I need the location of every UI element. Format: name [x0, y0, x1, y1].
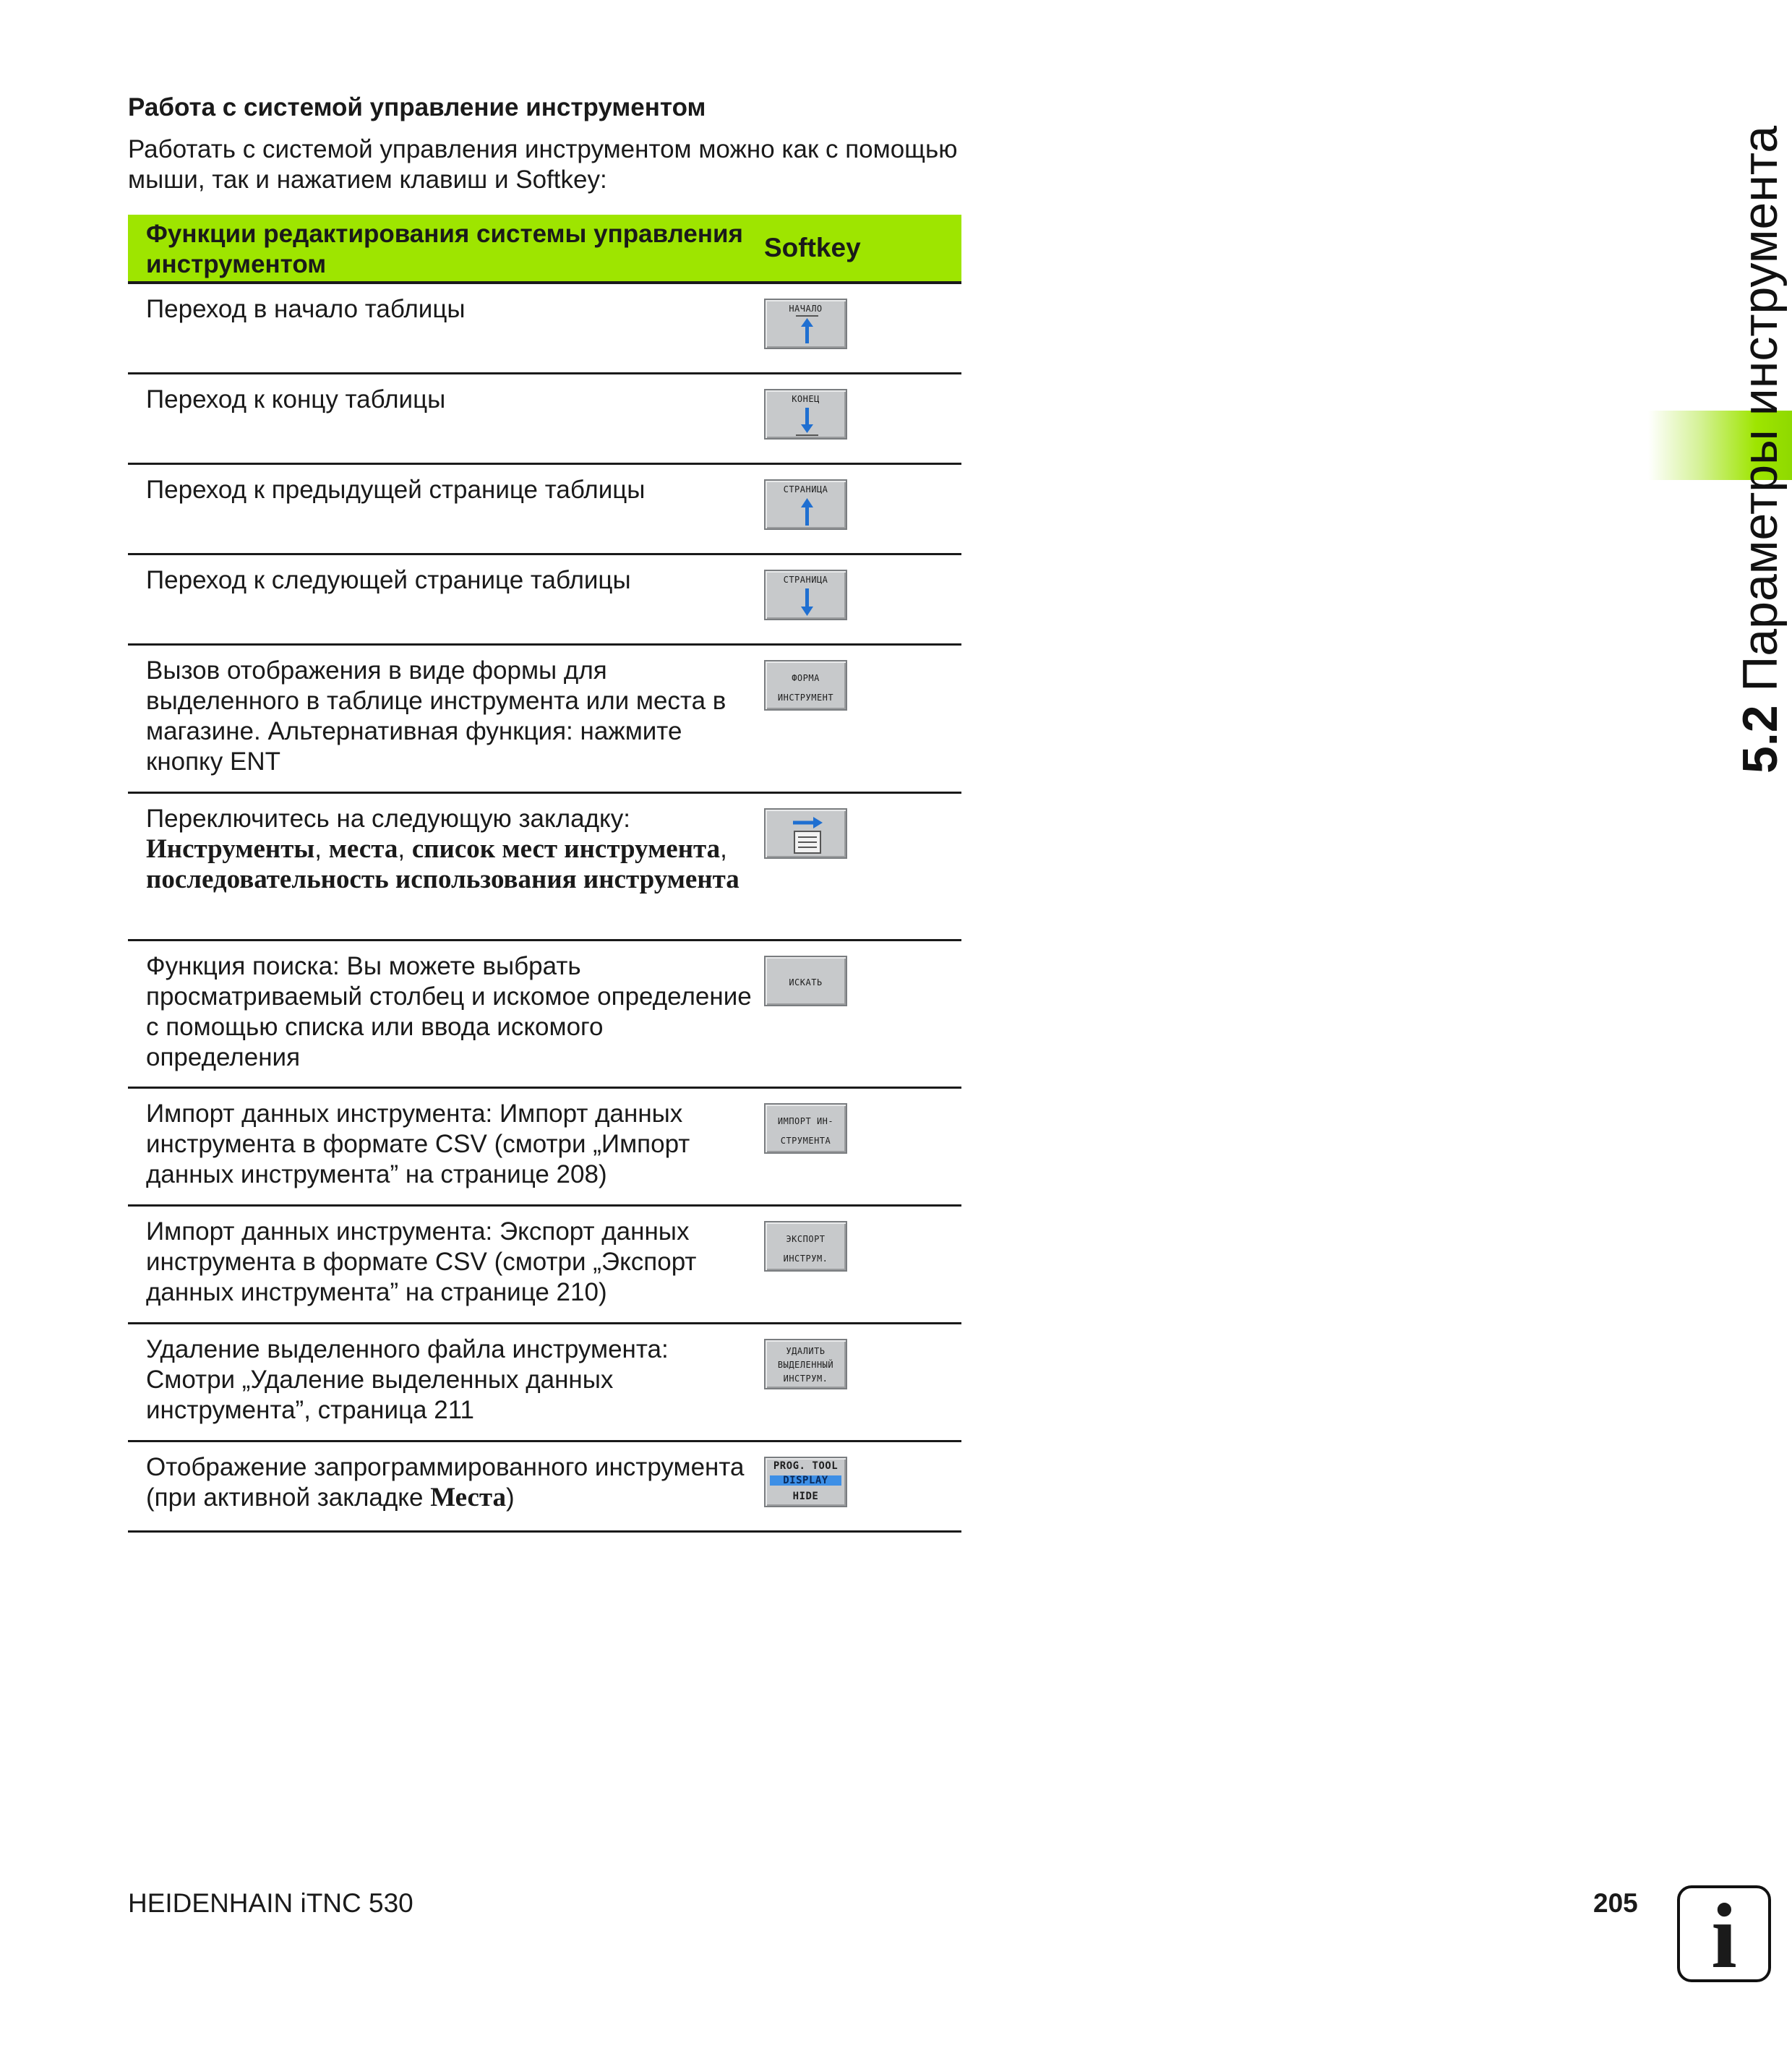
- table-row: [128, 374, 961, 465]
- row-description: Переход к предыдущей странице таблицы: [146, 476, 646, 504]
- softkey-table-end[interactable]: [764, 389, 847, 440]
- softkey-label: PROG. TOOL: [773, 1460, 839, 1472]
- softkey-label: СТРУМЕНТА: [780, 1136, 831, 1146]
- arrow-down-icon: [766, 571, 849, 622]
- softkey-delete-tool[interactable]: [764, 1339, 847, 1389]
- desc-text: ,: [720, 835, 727, 863]
- info-icon: [1677, 1885, 1771, 1987]
- desc-text: ,: [314, 835, 329, 863]
- softkey-label: УДАЛИТЬ: [786, 1346, 826, 1356]
- desc-bold: места: [328, 834, 398, 864]
- softkey-label: ИНСТРУМЕНТ: [777, 693, 834, 703]
- softkey-label: ИНСТРУМ.: [783, 1374, 828, 1384]
- row-description: Переход к следующей странице таблицы: [146, 566, 631, 594]
- functions-table: [128, 215, 961, 1533]
- chapter-number: 5.2: [1733, 705, 1788, 774]
- softkey-label: КОНЕЦ: [792, 394, 820, 404]
- softkey-page-up[interactable]: [764, 479, 847, 530]
- table-row: [128, 941, 961, 1089]
- next-tab-icon: [766, 810, 849, 860]
- softkey-page-down[interactable]: [764, 570, 847, 620]
- row-description: Импорт данных инструмента: Экспорт данных инструмента в формате CSV (смотри „Экспорт данных инструмента” на странице 210): [146, 1217, 697, 1306]
- arrow-up-icon: [766, 481, 849, 531]
- row-description: [146, 804, 753, 895]
- arrow-up-icon: [766, 300, 849, 351]
- desc-bold: Места: [430, 1483, 507, 1512]
- desc-text: ): [506, 1483, 515, 1512]
- softkey-label: ИМПОРТ ИН-: [777, 1116, 834, 1126]
- softkey-label: НАЧАЛО: [789, 304, 823, 314]
- softkey-label: HIDE: [792, 1491, 819, 1502]
- footer-product: HEIDENHAIN iTNC 530: [128, 1888, 413, 1918]
- desc-bold: Инструменты: [146, 834, 315, 864]
- softkey-label: СТРАНИЦА: [783, 575, 828, 585]
- softkey-label: ФОРМА: [792, 673, 820, 683]
- softkey-label: ИНСТРУМ.: [783, 1254, 828, 1264]
- table-row: [128, 1089, 961, 1207]
- softkey-label: ВЫДЕЛЕННЫЙ: [777, 1360, 834, 1370]
- row-description: Вызов отображения в виде формы для выделенного в таблице инструмента или места в магазине. Альтернативная функция: нажмите кнопку ENT: [146, 656, 726, 776]
- softkey-prog-tool-display[interactable]: [764, 1457, 847, 1507]
- softkey-label: ИСКАТЬ: [789, 977, 823, 987]
- row-description: Переход в начало таблицы: [146, 295, 466, 323]
- softkey-tool-form[interactable]: [764, 660, 847, 711]
- desc-bold: список мест инструмента: [411, 834, 721, 864]
- table-row: [128, 555, 961, 646]
- softkey-next-tab[interactable]: [764, 808, 847, 859]
- row-description: Импорт данных инструмента: Импорт данных инструмента в формате CSV (смотри „Импорт данных инструмента” на странице 208): [146, 1100, 690, 1188]
- softkey-table-start[interactable]: [764, 299, 847, 349]
- page-number: 205: [1593, 1888, 1638, 1918]
- chapter-side-title: [1731, 126, 1789, 774]
- table-row: [128, 284, 961, 374]
- row-description: Удаление выделенного файла инструмента: Смотри „Удаление выделенных данных инструмента”, страница 211: [146, 1335, 669, 1424]
- desc-text: ,: [398, 835, 412, 863]
- softkey-export-tool[interactable]: [764, 1221, 847, 1272]
- softkey-import-tool[interactable]: [764, 1103, 847, 1154]
- table-row: [128, 1324, 961, 1442]
- arrow-down-icon: [766, 390, 849, 441]
- table-row: [128, 794, 961, 941]
- chapter-title: Параметры инструмента: [1733, 125, 1788, 692]
- table-row: [128, 465, 961, 555]
- row-description: Функция поиска: Вы можете выбрать просматриваемый столбец и искомое определение с помощью списка или ввода искомого определения: [146, 952, 752, 1071]
- table-row: [128, 646, 961, 794]
- header-functions: Функции редактирования системы управления инструментом: [146, 220, 743, 278]
- desc-text: Отображение запрограммированного инструмента (при активной закладке: [146, 1453, 745, 1512]
- softkey-label: ЭКСПОРТ: [786, 1234, 826, 1244]
- intro-text: Работать с системой управления инструментом можно как с помощью мыши, так и нажатием клавиш и Softkey:: [128, 135, 958, 194]
- row-description: Переход к концу таблицы: [146, 385, 446, 414]
- header-softkey: Softkey: [764, 233, 861, 262]
- softkey-search[interactable]: [764, 956, 847, 1006]
- softkey-label: СТРАНИЦА: [783, 484, 828, 494]
- table-header: [128, 215, 961, 284]
- softkey-label-active: DISPLAY: [770, 1475, 841, 1486]
- row-description: [146, 1452, 753, 1513]
- table-row: [128, 1207, 961, 1324]
- desc-text: Переключитесь на следующую закладку:: [146, 805, 630, 833]
- desc-bold: последовательность использования инструмента: [146, 865, 739, 894]
- section-heading: Работа с системой управление инструментом: [128, 93, 706, 121]
- table-row: [128, 1442, 961, 1533]
- info-icon-glyph: i: [1711, 1885, 1737, 1987]
